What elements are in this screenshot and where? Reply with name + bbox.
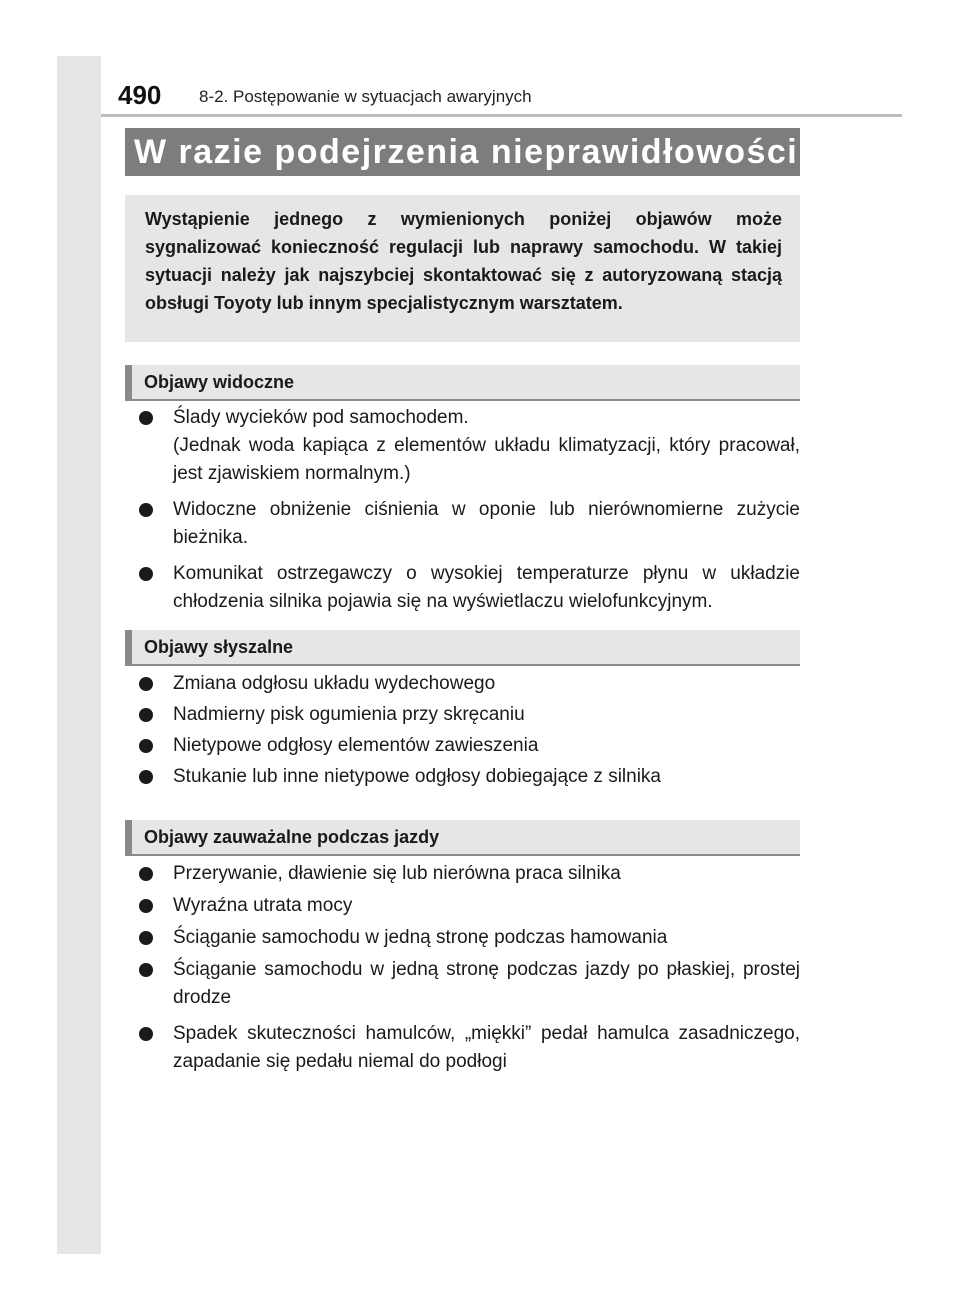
list-item	[125, 732, 800, 760]
list-item	[125, 1020, 800, 1076]
subhead-visible-symptoms: Objawy widoczne	[125, 365, 800, 401]
list-item	[125, 404, 800, 488]
bullet-icon	[139, 963, 153, 977]
bullet-icon	[139, 411, 153, 425]
audible-symptoms-list	[125, 670, 800, 791]
list-item-text: Przerywanie, dławienie się lub nierówna praca silnika	[173, 863, 621, 884]
list-item-text: Stukanie lub inne nietypowe odgłosy dobiegające z silnika	[173, 766, 661, 787]
list-item	[125, 670, 800, 698]
list-item	[125, 701, 800, 729]
bullet-icon	[139, 770, 153, 784]
list-item-text: Widoczne obniżenie ciśnienia w oponie lub nierównomierne zużycie bieżnika.	[173, 499, 800, 548]
list-item-text: Nadmierny pisk ogumienia przy skręcaniu	[173, 704, 525, 725]
subhead-driving-symptoms: Objawy zauważalne podczas jazdy	[125, 820, 800, 856]
bullet-icon	[139, 931, 153, 945]
page-header	[101, 78, 902, 117]
bullet-icon	[139, 1027, 153, 1041]
list-item	[125, 892, 800, 920]
bullet-icon	[139, 503, 153, 517]
intro-box: Wystąpienie jednego z wymienionych poniżej objawów może sygnalizować konieczność regulacji lub naprawy samochodu. W takiej sytuacji należy jak najszybciej skontaktować się z autoryzowaną stacją obsługi Toyoty lub innym specjalistycznym warsztatem.	[125, 195, 800, 342]
subhead-audible-symptoms: Objawy słyszalne	[125, 630, 800, 666]
list-item-text: Ślady wycieków pod samochodem.	[173, 407, 469, 428]
page-side-bar	[57, 56, 101, 1254]
bullet-icon	[139, 567, 153, 581]
list-item	[125, 763, 800, 791]
list-item	[125, 956, 800, 1012]
list-item-text: Zmiana odgłosu układu wydechowego	[173, 673, 496, 694]
list-item-text: Ściąganie samochodu w jedną stronę podczas hamowania	[173, 927, 668, 948]
list-item-text: Komunikat ostrzegawczy o wysokiej temperaturze płynu w układzie chłodzenia silnika pojawia się na wyświetlaczu wielofunkcyjnym.	[173, 563, 800, 612]
bullet-icon	[139, 867, 153, 881]
list-item-text: Nietypowe odgłosy elementów zawieszenia	[173, 735, 539, 756]
page-title: W razie podejrzenia nieprawidłowości	[125, 128, 800, 176]
bullet-icon	[139, 677, 153, 691]
list-item-text: Spadek skuteczności hamulców, „miękki” pedał hamulca zasadniczego, zapadanie się pedału niemal do podłogi	[173, 1023, 800, 1072]
list-item	[125, 496, 800, 552]
list-item	[125, 860, 800, 888]
bullet-icon	[139, 739, 153, 753]
list-item-text: Ściąganie samochodu w jedną stronę podczas jazdy po płaskiej, prostej drodze	[173, 959, 800, 1008]
list-item-note: (Jednak woda kapiąca z elementów układu klimatyzacji, który pracował, jest zjawiskiem normalnym.)	[173, 435, 800, 484]
list-item	[125, 560, 800, 616]
visible-symptoms-list	[125, 404, 800, 616]
page-number: 490	[118, 80, 162, 110]
chapter-title: 8-2. Postępowanie w sytuacjach awaryjnych	[199, 87, 532, 106]
bullet-icon	[139, 708, 153, 722]
list-item	[125, 924, 800, 952]
list-item-text: Wyraźna utrata mocy	[173, 895, 353, 916]
driving-symptoms-list	[125, 860, 800, 1076]
bullet-icon	[139, 899, 153, 913]
